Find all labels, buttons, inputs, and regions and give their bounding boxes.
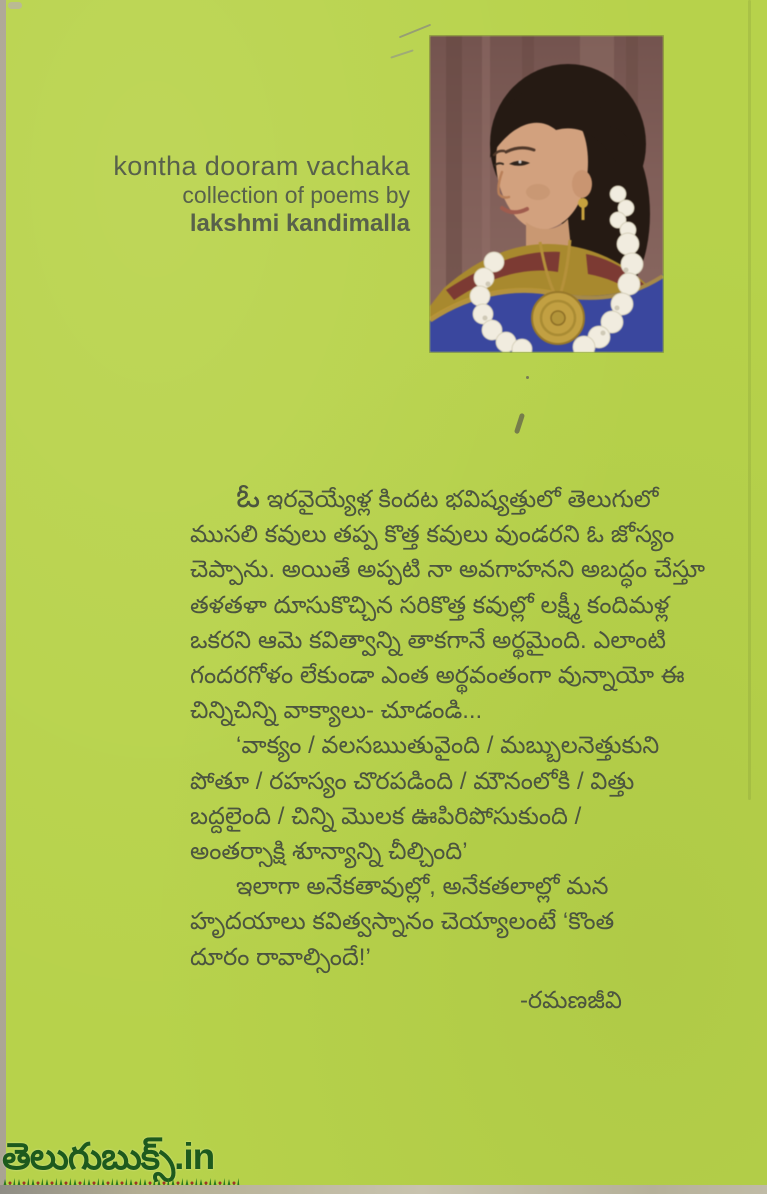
review-line: దూరం రావాల్సిందే!’ — [190, 943, 371, 971]
reviewer-signature: -రమణజీవి — [519, 986, 622, 1014]
author-name: lakshmi kandimalla — [189, 210, 410, 237]
review-line: హృదయాలు కవిత్వస్నానం చెయ్యాలంటే ‘కొంత — [190, 908, 615, 936]
review-line: గందరగోళం లేకుండా ఎంత అర్థవంతంగా వున్నాయో ఈ — [190, 662, 685, 690]
scanned-bottom-edge — [0, 1185, 767, 1194]
cover-crease-line — [748, 0, 751, 800]
book-subtitle: collection of poems by — [182, 182, 410, 208]
review-line: ఓ ఇరవైయ్యేళ్ల కిందట భవిష్యత్తులో తెలుగులో — [236, 477, 659, 514]
ink-speck — [526, 376, 529, 379]
review-line: ముసలి కవులు తప్ప కొత్త కవులు వుండరని ఓ జోస్యం — [190, 521, 675, 549]
review-quote-line: పోతూ / రహస్యం చొరపడింది / మౌనంలోకి / విత్తు — [190, 767, 635, 795]
review-text-block — [190, 477, 705, 1018]
scan-corner-mark — [8, 2, 22, 9]
scanned-left-edge — [0, 0, 6, 1194]
author-photo — [430, 36, 663, 352]
review-quote-line: బద్దలైంది / చిన్ని మొలక ఊపిరిపోసుకుంది / — [190, 802, 582, 830]
review-line: తళతళా దూసుకొచ్చిన సరికొత్త కవుల్లో లక్ష్మీ కందిమళ్ల — [190, 591, 670, 619]
review-line: ఇలాగా అనేకతావుల్లో, అనేకతలాల్లో మన — [236, 873, 609, 901]
review-quote-line: ‘వాక్యం / వలసఋతువైంది / మబ్బులనెత్తుకుని — [236, 732, 660, 760]
review-line: ఒకరని ఆమె కవిత్వాన్ని తాకగానే అర్థమైంది. ఎలాంటి — [190, 626, 666, 654]
ink-smudge — [514, 413, 525, 435]
scratch-mark — [399, 24, 431, 39]
review-quote-line: అంతర్సాక్షి శూన్యాన్ని చీల్చింది’ — [190, 838, 468, 866]
review-line: చెప్పాను. అయితే అప్పటి నా అవగాహనని అబద్ధం చేస్తూ — [190, 556, 705, 584]
review-line: చిన్నిచిన్ని వాక్యాలు- చూడండి... — [190, 697, 483, 725]
title-block — [80, 151, 410, 238]
scratch-mark — [390, 49, 413, 58]
book-title-transliteration: kontha dooram vachaka — [113, 151, 410, 181]
watermark-text: తెలుగుబుక్స్.in — [2, 1136, 215, 1177]
